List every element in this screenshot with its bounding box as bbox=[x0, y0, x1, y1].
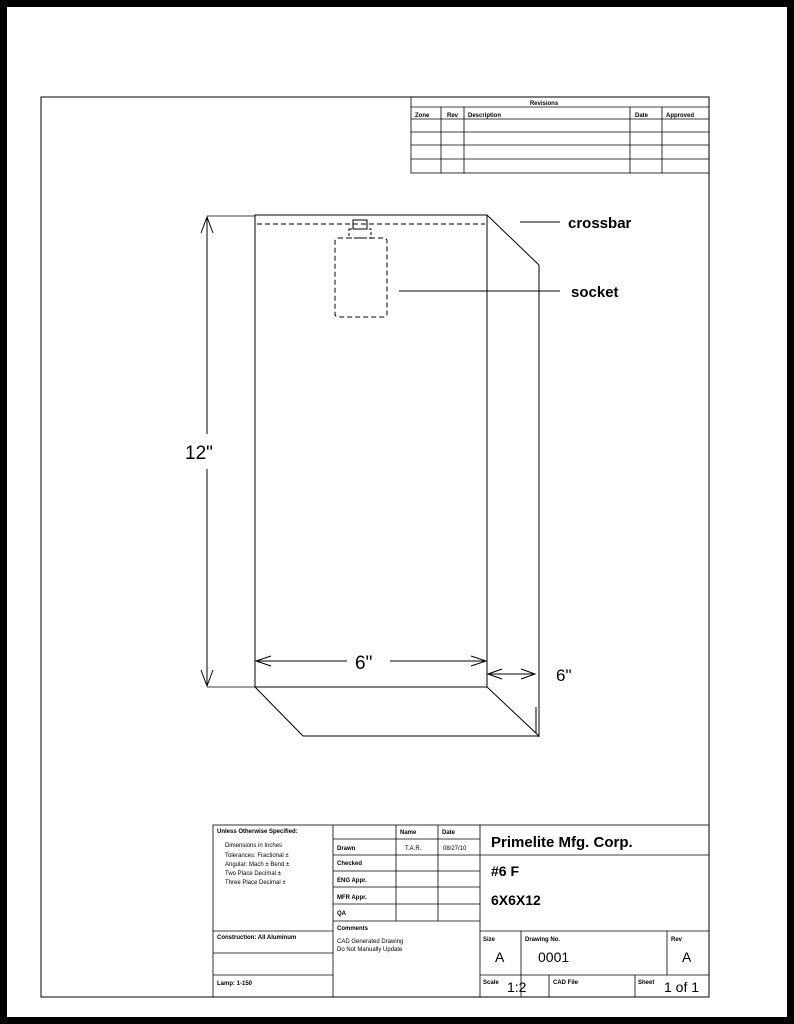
row-drawn-label: Drawn bbox=[337, 846, 356, 852]
construction-note: Construction: All Aluminum bbox=[217, 935, 297, 941]
revisions-title: Revisions bbox=[529, 101, 559, 107]
col-name-header: Name bbox=[400, 830, 417, 836]
unless-specified-title: Unless Otherwise Specified: bbox=[217, 829, 298, 835]
part-number: #6 F bbox=[491, 863, 520, 879]
scale-value: 1:2 bbox=[507, 979, 527, 995]
drawing-canvas bbox=[7, 7, 787, 1017]
lamp-note: Lamp: 1-150 bbox=[217, 981, 253, 987]
rev-value: A bbox=[682, 949, 692, 965]
socket-label: socket bbox=[571, 284, 619, 301]
width-dimension-label: 6" bbox=[355, 653, 373, 674]
row-eng-label: ENG Appr. bbox=[337, 878, 367, 884]
rev-header-date: Date bbox=[635, 113, 649, 119]
sheet-label: Sheet bbox=[638, 980, 655, 986]
comments-title: Comments bbox=[337, 926, 369, 932]
unless-line-1: Dimensions in Inches bbox=[225, 843, 283, 849]
col-date-header: Date bbox=[442, 830, 456, 836]
unless-line-2: Tolerances: Fractional ± bbox=[225, 853, 289, 859]
revisions-table bbox=[411, 97, 709, 173]
unless-line-5: Three Place Decimal ± bbox=[225, 880, 286, 886]
size-value: A bbox=[495, 949, 505, 965]
scale-label: Scale bbox=[483, 980, 499, 986]
height-dimension-label: 12" bbox=[185, 443, 213, 464]
rev-header-rev: Rev bbox=[447, 113, 459, 119]
box-front-face bbox=[255, 215, 487, 687]
box-drawing bbox=[201, 215, 560, 737]
socket-outline bbox=[335, 238, 387, 317]
rev-label: Rev bbox=[671, 937, 683, 943]
row-drawn-date: 08/27/10 bbox=[443, 846, 467, 852]
crossbar-label: crossbar bbox=[568, 215, 632, 232]
sheet-value: 1 of 1 bbox=[664, 979, 700, 995]
comments-line-2: Do Not Manually Update bbox=[337, 947, 403, 953]
unless-line-3: Angular: Mach ± Bend ± bbox=[225, 862, 290, 868]
depth-dimension-label: 6" bbox=[556, 666, 572, 685]
drawing-no-value: 0001 bbox=[538, 949, 570, 965]
part-size: 6X6X12 bbox=[491, 892, 541, 908]
row-qa-label: QA bbox=[337, 911, 346, 917]
cad-file-label: CAD File bbox=[553, 980, 579, 986]
rev-header-approved: Approved bbox=[666, 113, 695, 119]
rev-header-description: Description bbox=[468, 113, 502, 119]
drawing-no-label: Drawing No. bbox=[525, 937, 561, 943]
drawing-sheet bbox=[7, 7, 787, 1017]
row-checked-label: Checked bbox=[337, 861, 363, 867]
row-mfr-label: MFR Appr. bbox=[337, 895, 367, 901]
drawing-border bbox=[41, 97, 709, 997]
size-label: Size bbox=[483, 937, 496, 943]
unless-line-4: Two Place Decimal ± bbox=[225, 871, 281, 877]
rev-header-zone: Zone bbox=[415, 113, 430, 119]
row-drawn-name: T.A.R. bbox=[405, 846, 422, 852]
comments-line-1: CAD Generated Drawing bbox=[337, 939, 404, 945]
company-name: Primelite Mfg. Corp. bbox=[491, 834, 633, 851]
